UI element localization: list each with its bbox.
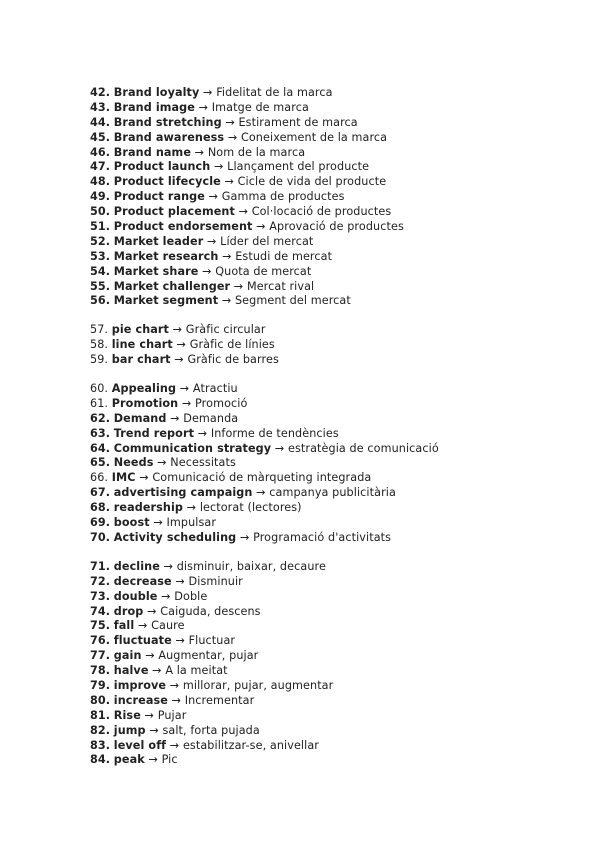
entry-translation: lectorat (lectores) xyxy=(199,501,302,515)
entry-number: 62. xyxy=(90,411,111,425)
vocabulary-group xyxy=(90,382,570,546)
vocabulary-entry xyxy=(90,634,570,649)
vocabulary-entry xyxy=(90,516,570,531)
arrow-icon: → xyxy=(202,264,212,278)
arrow-icon: → xyxy=(222,249,232,263)
entry-term: Brand awareness xyxy=(113,130,225,144)
entry-number: 51. xyxy=(90,220,111,234)
entry-translation: Informe de tendències xyxy=(210,426,339,440)
entry-translation: salt, forta pujada xyxy=(162,723,260,737)
vocabulary-entry xyxy=(90,664,570,679)
entry-term: level off xyxy=(113,738,167,752)
entry-term: Market leader xyxy=(113,234,204,248)
arrow-icon: → xyxy=(145,649,155,663)
entry-number: 59. xyxy=(90,353,109,367)
entry-translation: Comunicació de màrqueting integrada xyxy=(152,471,372,485)
arrow-icon: → xyxy=(161,589,171,603)
entry-term: bar chart xyxy=(111,353,171,367)
vocabulary-entry xyxy=(90,397,570,412)
entry-term: fluctuate xyxy=(113,634,172,648)
entry-number: 42. xyxy=(90,86,111,99)
entry-translation: Quota de mercat xyxy=(215,264,312,278)
vocabulary-page xyxy=(90,86,570,768)
entry-term: Brand image xyxy=(113,100,195,114)
vocabulary-entry xyxy=(90,338,570,353)
vocabulary-entry xyxy=(90,412,570,427)
entry-translation: disminuir, baixar, decaure xyxy=(176,559,326,573)
entry-number: 73. xyxy=(90,589,111,603)
arrow-icon: → xyxy=(137,619,148,633)
entry-term: Communication strategy xyxy=(113,441,272,455)
arrow-icon: → xyxy=(148,753,158,767)
entry-number: 81. xyxy=(90,708,111,722)
arrow-icon: → xyxy=(153,516,163,530)
entry-term: Product range xyxy=(113,190,205,204)
entry-term: Rise xyxy=(113,708,141,722)
arrow-icon: → xyxy=(169,678,180,692)
entry-translation: Impulsar xyxy=(166,516,217,530)
vocabulary-entry xyxy=(90,323,570,338)
vocabulary-entry xyxy=(90,649,570,664)
entry-translation: Imatge de marca xyxy=(211,100,309,114)
arrow-icon: → xyxy=(274,441,285,455)
entry-number: 67. xyxy=(90,486,111,500)
arrow-icon: → xyxy=(176,338,187,352)
entry-translation: millorar, pujar, augmentar xyxy=(182,678,334,692)
arrow-icon: → xyxy=(221,294,232,308)
arrow-icon: → xyxy=(149,723,159,737)
vocabulary-entry xyxy=(90,575,570,590)
vocabulary-entry xyxy=(90,280,570,295)
entry-term: advertising campaign xyxy=(113,486,253,500)
entry-translation: Estirament de marca xyxy=(238,115,358,129)
entry-number: 66. xyxy=(90,471,109,485)
entry-translation: Pic xyxy=(161,753,178,767)
entry-number: 44. xyxy=(90,115,111,129)
entry-translation: estabilitzar-se, anivellar xyxy=(182,738,320,752)
entry-number: 61. xyxy=(90,396,109,410)
arrow-icon: → xyxy=(214,160,224,174)
arrow-icon: → xyxy=(207,234,217,248)
arrow-icon: → xyxy=(186,501,197,515)
entry-translation: Incrementar xyxy=(184,693,255,707)
entry-number: 52. xyxy=(90,234,111,248)
entry-term: Appealing xyxy=(111,382,177,396)
arrow-icon: → xyxy=(239,530,250,544)
arrow-icon: → xyxy=(197,426,208,440)
vocabulary-entry xyxy=(90,709,570,724)
entry-translation: Gràfic circular xyxy=(185,323,266,337)
arrow-icon: → xyxy=(139,471,149,485)
entry-translation: Fidelitat de la marca xyxy=(216,86,333,99)
entry-translation: Gamma de productes xyxy=(221,190,345,204)
arrow-icon: → xyxy=(175,634,185,648)
vocabulary-entry xyxy=(90,160,570,175)
entry-translation: Aprovació de productes xyxy=(269,220,404,234)
entry-translation: Llançament del producte xyxy=(227,160,370,174)
entry-translation: Mercat rival xyxy=(246,279,315,293)
entry-term: Product lifecycle xyxy=(113,175,221,189)
arrow-icon: → xyxy=(203,86,213,99)
entry-term: Brand loyalty xyxy=(113,86,200,99)
entry-number: 47. xyxy=(90,160,111,174)
entry-term: Product placement xyxy=(113,205,235,219)
arrow-icon: → xyxy=(172,323,183,337)
entry-number: 46. xyxy=(90,145,111,159)
entry-translation: Necessitats xyxy=(170,456,236,470)
entry-number: 83. xyxy=(90,738,111,752)
arrow-icon: → xyxy=(169,738,180,752)
entry-term: line chart xyxy=(111,338,173,352)
vocabulary-entry xyxy=(90,205,570,220)
entry-number: 71. xyxy=(90,559,111,573)
entry-translation: Programació d'activitats xyxy=(253,530,392,544)
entry-number: 69. xyxy=(90,516,111,530)
vocabulary-entry xyxy=(90,116,570,131)
vocabulary-entry xyxy=(90,486,570,501)
vocabulary-entry xyxy=(90,605,570,620)
entry-translation: Caure xyxy=(151,619,185,633)
entry-number: 45. xyxy=(90,130,111,144)
entry-translation: Demanda xyxy=(183,411,239,425)
arrow-icon: → xyxy=(181,396,192,410)
entry-term: increase xyxy=(113,693,168,707)
arrow-icon: → xyxy=(233,279,244,293)
vocabulary-entry xyxy=(90,531,570,546)
vocabulary-entry xyxy=(90,694,570,709)
vocabulary-entry xyxy=(90,235,570,250)
arrow-icon: → xyxy=(174,353,184,367)
vocabulary-entry xyxy=(90,427,570,442)
arrow-icon: → xyxy=(225,115,235,129)
entry-translation: Segment del mercat xyxy=(234,294,351,308)
vocabulary-group xyxy=(90,86,570,309)
entry-term: gain xyxy=(113,649,142,663)
entry-term: Activity scheduling xyxy=(113,530,237,544)
entry-term: decrease xyxy=(113,574,172,588)
arrow-icon: → xyxy=(152,664,162,678)
vocabulary-entry xyxy=(90,175,570,190)
vocabulary-entry xyxy=(90,294,570,309)
vocabulary-entry xyxy=(90,560,570,575)
entry-term: Brand name xyxy=(113,145,192,159)
vocabulary-entry xyxy=(90,250,570,265)
arrow-icon: → xyxy=(163,559,174,573)
arrow-icon: → xyxy=(171,693,182,707)
entry-term: readership xyxy=(113,501,184,515)
vocabulary-entry xyxy=(90,753,570,768)
entry-number: 56. xyxy=(90,294,111,308)
arrow-icon: → xyxy=(256,220,266,234)
entry-number: 77. xyxy=(90,649,111,663)
entry-term: IMC xyxy=(111,471,136,485)
entry-term: drop xyxy=(113,604,144,618)
entry-term: decline xyxy=(113,559,160,573)
entry-term: Promotion xyxy=(111,396,179,410)
entry-number: 78. xyxy=(90,664,111,678)
entry-number: 84. xyxy=(90,753,111,767)
entry-term: Market segment xyxy=(113,294,219,308)
entry-number: 49. xyxy=(90,190,111,204)
vocabulary-entry xyxy=(90,146,570,161)
entry-translation: Disminuir xyxy=(188,574,243,588)
arrow-icon: → xyxy=(194,145,205,159)
vocabulary-entry xyxy=(90,265,570,280)
entry-number: 68. xyxy=(90,501,111,515)
entry-number: 55. xyxy=(90,279,111,293)
entry-number: 63. xyxy=(90,426,111,440)
entry-number: 58. xyxy=(90,338,109,352)
entry-number: 70. xyxy=(90,530,111,544)
arrow-icon: → xyxy=(157,456,167,470)
entry-number: 72. xyxy=(90,574,111,588)
entry-term: boost xyxy=(113,516,150,530)
entry-translation: Promoció xyxy=(195,396,248,410)
entry-term: improve xyxy=(113,678,167,692)
entry-number: 75. xyxy=(90,619,111,633)
vocabulary-entry xyxy=(90,471,570,486)
arrow-icon: → xyxy=(179,382,190,396)
vocabulary-entry xyxy=(90,101,570,116)
arrow-icon: → xyxy=(208,190,219,204)
entry-number: 65. xyxy=(90,456,111,470)
entry-number: 82. xyxy=(90,723,111,737)
entry-translation: Nom de la marca xyxy=(207,145,306,159)
vocabulary-entry xyxy=(90,220,570,235)
entry-translation: Pujar xyxy=(157,708,187,722)
entry-term: fall xyxy=(113,619,135,633)
vocabulary-group xyxy=(90,323,570,368)
entry-term: peak xyxy=(113,753,145,767)
vocabulary-entry xyxy=(90,190,570,205)
entry-number: 43. xyxy=(90,100,111,114)
entry-term: Market challenger xyxy=(113,279,231,293)
entry-translation: Líder del mercat xyxy=(220,234,314,248)
entry-translation: A la meitat xyxy=(165,664,228,678)
entry-translation: Doble xyxy=(174,589,208,603)
entry-translation: Col·locació de productes xyxy=(251,205,392,219)
entry-translation: Atractiu xyxy=(192,382,238,396)
arrow-icon: → xyxy=(147,604,157,618)
vocabulary-entry xyxy=(90,739,570,754)
entry-translation: Gràfic de barres xyxy=(187,353,279,367)
entry-translation: campanya publicitària xyxy=(269,486,396,500)
entry-term: Market research xyxy=(113,249,219,263)
entry-term: Brand stretching xyxy=(113,115,222,129)
entry-translation: Augmentar, pujar xyxy=(158,649,259,663)
arrow-icon: → xyxy=(256,486,266,500)
entry-term: halve xyxy=(113,664,149,678)
entry-number: 57. xyxy=(90,323,109,337)
entry-term: Trend report xyxy=(113,426,195,440)
entry-translation: estratègia de comunicació xyxy=(287,441,439,455)
entry-term: Needs xyxy=(113,456,154,470)
entry-term: double xyxy=(113,589,158,603)
vocabulary-group xyxy=(90,560,570,768)
arrow-icon: → xyxy=(224,175,234,189)
entry-number: 74. xyxy=(90,604,111,618)
vocabulary-entry xyxy=(90,619,570,634)
entry-term: Product launch xyxy=(113,160,211,174)
arrow-icon: → xyxy=(170,411,180,425)
entry-term: jump xyxy=(113,723,146,737)
entry-number: 60. xyxy=(90,382,109,396)
vocabulary-entry xyxy=(90,353,570,368)
entry-number: 76. xyxy=(90,634,111,648)
entry-number: 64. xyxy=(90,441,111,455)
entry-number: 48. xyxy=(90,175,111,189)
entry-number: 50. xyxy=(90,205,111,219)
entry-translation: Estudi de mercat xyxy=(235,249,333,263)
vocabulary-entry xyxy=(90,131,570,146)
entry-number: 53. xyxy=(90,249,111,263)
entry-translation: Coneixement de la marca xyxy=(240,130,388,144)
vocabulary-entry xyxy=(90,382,570,397)
entry-number: 80. xyxy=(90,693,111,707)
vocabulary-entry xyxy=(90,679,570,694)
entry-translation: Fluctuar xyxy=(188,634,236,648)
entry-number: 54. xyxy=(90,264,111,278)
vocabulary-entry xyxy=(90,590,570,605)
entry-translation: Cicle de vida del producte xyxy=(237,175,387,189)
vocabulary-entry xyxy=(90,86,570,101)
arrow-icon: → xyxy=(198,100,209,114)
entry-term: Product endorsement xyxy=(113,220,253,234)
entry-number: 79. xyxy=(90,678,111,692)
arrow-icon: → xyxy=(227,130,238,144)
arrow-icon: → xyxy=(238,205,249,219)
entry-term: pie chart xyxy=(111,323,169,337)
entry-term: Demand xyxy=(113,411,167,425)
entry-term: Market share xyxy=(113,264,199,278)
arrow-icon: → xyxy=(144,708,155,722)
vocabulary-entry xyxy=(90,724,570,739)
entry-translation: Gràfic de línies xyxy=(189,338,275,352)
vocabulary-entry xyxy=(90,442,570,457)
vocabulary-entry xyxy=(90,456,570,471)
vocabulary-entry xyxy=(90,501,570,516)
arrow-icon: → xyxy=(175,574,185,588)
entry-translation: Caiguda, descens xyxy=(160,604,261,618)
